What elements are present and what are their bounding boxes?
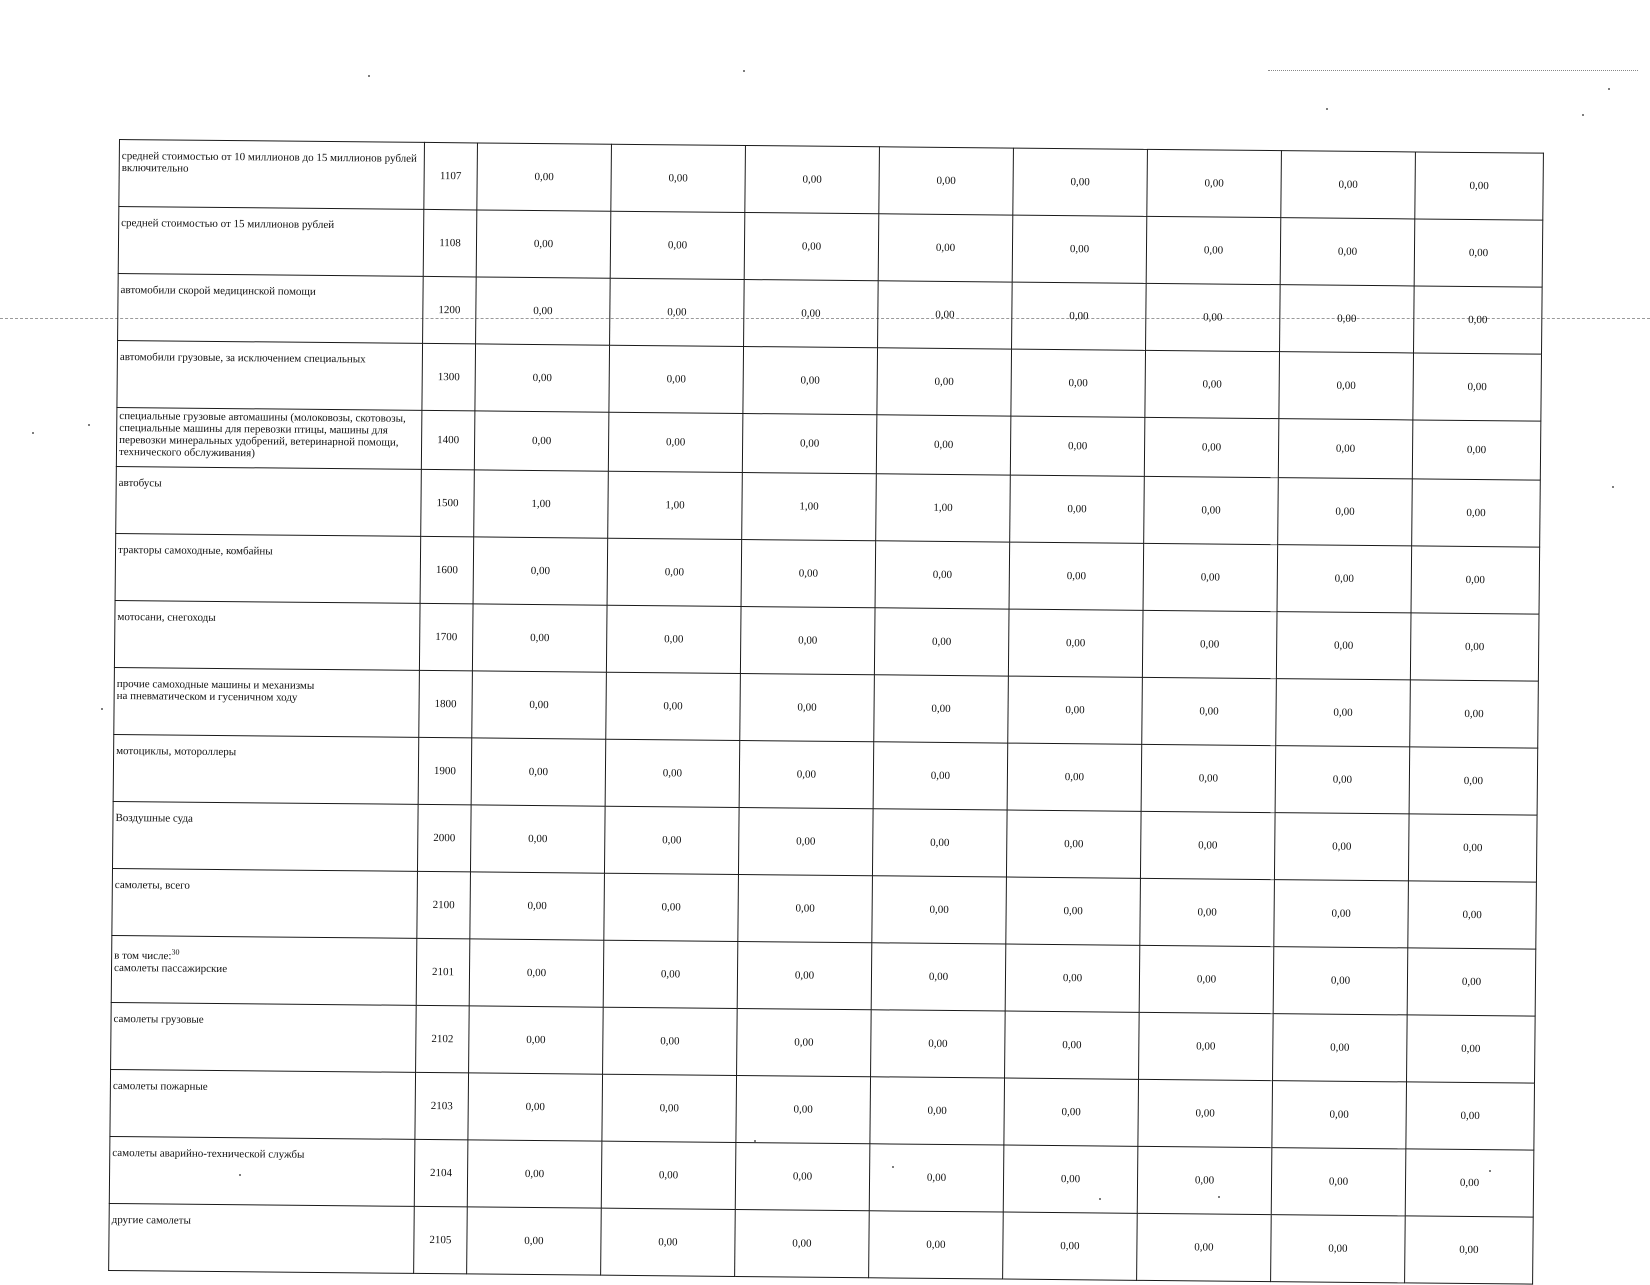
value-cell: 0,00 xyxy=(869,1211,1004,1279)
row-label xyxy=(111,935,417,1005)
value-cell: 0,00 xyxy=(1003,1212,1138,1280)
value-cell: 0,00 xyxy=(871,943,1006,1011)
row-label-line: самолеты пассажирские xyxy=(113,961,228,975)
value-cell: 0,00 xyxy=(870,1077,1005,1145)
value-cell: 0,00 xyxy=(1012,282,1147,350)
row-label: прочие самоходные машины и механизмы на пневматическом и гусеничном ходу xyxy=(114,667,420,737)
row-label: мотоциклы, мотороллеры xyxy=(113,734,419,804)
value-cell: 0,00 xyxy=(737,941,872,1009)
value-cell: 0,00 xyxy=(873,742,1008,810)
value-cell: 0,00 xyxy=(744,213,879,281)
value-cell: 0,00 xyxy=(1405,1216,1534,1284)
row-label: автомобили грузовые, за исключением специальных xyxy=(117,340,423,410)
row-label: Воздушные суда xyxy=(112,801,418,871)
value-cell: 0,00 xyxy=(744,280,879,348)
value-cell: 0,00 xyxy=(874,608,1009,676)
value-cell: 0,00 xyxy=(474,411,609,471)
value-cell: 0,00 xyxy=(1005,944,1140,1012)
value-cell: 0,00 xyxy=(745,146,880,214)
value-cell: 0,00 xyxy=(475,344,610,412)
scan-speck xyxy=(239,1174,241,1176)
value-cell: 0,00 xyxy=(1272,1081,1407,1149)
row-code: 1900 xyxy=(418,737,472,805)
row-label: средней стоимостью от 10 миллионов до 15 миллионов рублей включительно xyxy=(119,140,425,210)
value-cell: 0,00 xyxy=(1280,218,1415,286)
value-cell: 0,00 xyxy=(471,738,606,806)
value-cell: 0,00 xyxy=(876,415,1011,475)
value-cell: 0,00 xyxy=(1146,283,1281,351)
value-cell: 0,00 xyxy=(1277,545,1412,613)
value-cell: 0,00 xyxy=(741,539,876,607)
value-cell: 0,00 xyxy=(611,144,746,212)
scan-speck xyxy=(1218,1196,1220,1198)
value-cell: 0,00 xyxy=(602,1074,737,1142)
value-cell: 0,00 xyxy=(736,1075,871,1143)
row-code: 2102 xyxy=(416,1005,470,1073)
value-cell: 0,00 xyxy=(1139,1012,1274,1080)
vehicle-table xyxy=(108,139,1544,1285)
table-row xyxy=(109,1203,1534,1284)
value-cell: 0,00 xyxy=(1006,877,1141,945)
row-code: 1700 xyxy=(419,603,473,671)
value-cell: 0,00 xyxy=(1275,746,1410,814)
row-code: 2104 xyxy=(414,1139,468,1207)
scan-speck xyxy=(88,424,90,426)
value-cell: 0,00 xyxy=(739,740,874,808)
scan-speck xyxy=(1612,486,1614,488)
value-cell: 0,00 xyxy=(1412,479,1541,547)
value-cell: 0,00 xyxy=(1280,285,1415,353)
value-cell: 0,00 xyxy=(470,805,605,873)
value-cell: 0,00 xyxy=(477,143,612,211)
value-cell: 0,00 xyxy=(1411,546,1540,614)
value-cell: 0,00 xyxy=(1142,677,1277,745)
row-code: 2000 xyxy=(417,804,471,872)
value-cell: 0,00 xyxy=(1145,350,1280,418)
row-label: самолеты, всего xyxy=(112,868,418,938)
scan-speck xyxy=(32,432,34,434)
row-code: 2100 xyxy=(417,871,471,939)
value-cell: 0,00 xyxy=(1012,215,1147,283)
value-cell: 0,00 xyxy=(608,412,743,472)
row-code: 2105 xyxy=(414,1206,468,1274)
value-cell: 0,00 xyxy=(604,873,739,941)
value-cell: 0,00 xyxy=(1138,1079,1273,1147)
value-cell: 0,00 xyxy=(1007,743,1142,811)
value-cell: 0,00 xyxy=(1410,613,1539,681)
value-cell: 0,00 xyxy=(1139,945,1274,1013)
value-cell: 0,00 xyxy=(1408,814,1537,882)
value-cell: 0,00 xyxy=(1278,419,1413,479)
value-cell: 0,00 xyxy=(473,537,608,605)
value-cell: 0,00 xyxy=(1147,149,1282,217)
scan-speck xyxy=(743,70,745,72)
value-cell: 0,00 xyxy=(1146,216,1281,284)
footnote-ref: 30 xyxy=(171,947,180,957)
scan-speck xyxy=(1326,108,1328,110)
value-cell: 0,00 xyxy=(476,277,611,345)
value-cell: 0,00 xyxy=(469,1006,604,1074)
value-cell: 1,00 xyxy=(876,474,1011,542)
value-cell: 0,00 xyxy=(468,1073,603,1141)
value-cell: 0,00 xyxy=(607,538,742,606)
value-cell: 0,00 xyxy=(1141,744,1276,812)
value-cell: 0,00 xyxy=(1271,1215,1406,1283)
value-cell: 0,00 xyxy=(472,671,607,739)
value-cell: 0,00 xyxy=(738,874,873,942)
value-cell: 0,00 xyxy=(874,675,1009,743)
value-cell: 1,00 xyxy=(742,472,877,540)
value-cell: 0,00 xyxy=(1003,1145,1138,1213)
value-cell: 0,00 xyxy=(467,1140,602,1208)
value-cell: 0,00 xyxy=(1405,1149,1534,1217)
value-cell: 0,00 xyxy=(742,414,877,474)
value-cell: 0,00 xyxy=(1278,478,1413,546)
value-cell: 0,00 xyxy=(872,809,1007,877)
value-cell: 0,00 xyxy=(735,1209,870,1277)
row-code: 1107 xyxy=(424,142,478,210)
value-cell: 0,00 xyxy=(738,807,873,875)
value-cell: 0,00 xyxy=(1010,416,1145,476)
row-label: средней стоимостью от 15 миллионов рублей xyxy=(118,207,424,277)
value-cell: 0,00 xyxy=(1281,151,1416,219)
value-cell: 0,00 xyxy=(735,1142,870,1210)
value-cell: 0,00 xyxy=(878,214,1013,282)
value-cell: 0,00 xyxy=(1144,417,1279,477)
value-cell: 0,00 xyxy=(1412,420,1541,480)
row-label: тракторы самоходные, комбайны xyxy=(115,533,421,603)
value-cell: 0,00 xyxy=(605,739,740,807)
scan-speck xyxy=(1489,1170,1491,1172)
value-cell: 0,00 xyxy=(467,1207,602,1275)
value-cell: 0,00 xyxy=(609,345,744,413)
row-label-line: в том числе: xyxy=(114,949,172,963)
row-code: 1300 xyxy=(422,343,476,411)
value-cell: 0,00 xyxy=(1279,352,1414,420)
row-label: самолеты грузовые xyxy=(111,1002,417,1072)
value-cell: 0,00 xyxy=(1006,810,1141,878)
value-cell: 0,00 xyxy=(1008,609,1143,677)
value-cell: 0,00 xyxy=(472,604,607,672)
value-cell: 0,00 xyxy=(1140,878,1275,946)
value-cell: 0,00 xyxy=(1407,1015,1536,1083)
value-cell: 0,00 xyxy=(1410,680,1539,748)
row-label: самолеты аварийно-технической службы xyxy=(109,1136,415,1206)
value-cell: 0,00 xyxy=(604,806,739,874)
value-cell: 0,00 xyxy=(1273,1014,1408,1082)
scan-speck xyxy=(101,708,103,710)
row-code: 2103 xyxy=(415,1072,469,1140)
value-cell: 0,00 xyxy=(610,211,745,279)
value-cell: 0,00 xyxy=(1407,948,1536,1016)
value-cell: 0,00 xyxy=(879,147,1014,215)
value-cell: 0,00 xyxy=(872,876,1007,944)
row-label: мотосани, снегоходы xyxy=(114,600,420,670)
value-cell: 1,00 xyxy=(474,470,609,538)
scan-artifact-line xyxy=(1268,70,1638,71)
value-cell: 0,00 xyxy=(1137,1146,1272,1214)
value-cell: 0,00 xyxy=(1276,612,1411,680)
row-label: самолеты пожарные xyxy=(110,1069,416,1139)
value-cell: 0,00 xyxy=(869,1144,1004,1212)
value-cell: 0,00 xyxy=(1004,1078,1139,1146)
table-container xyxy=(108,139,1543,1285)
scan-speck xyxy=(754,1140,756,1142)
value-cell: 0,00 xyxy=(1008,676,1143,744)
value-cell: 0,00 xyxy=(1276,679,1411,747)
value-cell: 0,00 xyxy=(1010,475,1145,543)
value-cell: 0,00 xyxy=(1137,1213,1272,1281)
value-cell: 0,00 xyxy=(878,281,1013,349)
value-cell: 0,00 xyxy=(1414,219,1543,287)
row-code: 1500 xyxy=(421,469,475,537)
value-cell: 0,00 xyxy=(1140,811,1275,879)
value-cell: 0,00 xyxy=(1415,152,1544,220)
value-cell: 0,00 xyxy=(877,348,1012,416)
value-cell: 0,00 xyxy=(610,278,745,346)
value-cell: 0,00 xyxy=(469,939,604,1007)
value-cell: 0,00 xyxy=(1009,542,1144,610)
value-cell: 0,00 xyxy=(603,940,738,1008)
value-cell: 0,00 xyxy=(1414,286,1543,354)
row-label: автобусы xyxy=(116,466,422,536)
value-cell: 0,00 xyxy=(737,1008,872,1076)
scan-speck xyxy=(1099,1198,1101,1200)
value-cell: 0,00 xyxy=(1144,476,1279,544)
row-label: автомобили скорой медицинской помощи xyxy=(118,273,424,343)
value-cell: 0,00 xyxy=(1413,353,1542,421)
row-code: 1400 xyxy=(421,410,475,470)
value-cell: 0,00 xyxy=(1273,947,1408,1015)
row-code: 1108 xyxy=(423,209,477,277)
scan-speck xyxy=(1582,114,1584,116)
table-body xyxy=(109,140,1544,1285)
value-cell: 0,00 xyxy=(875,541,1010,609)
scan-speck xyxy=(892,1166,894,1168)
value-cell: 0,00 xyxy=(1142,610,1277,678)
value-cell: 0,00 xyxy=(601,1208,736,1276)
scan-speck xyxy=(1608,88,1610,90)
value-cell: 0,00 xyxy=(1013,148,1148,216)
value-cell: 0,00 xyxy=(871,1010,1006,1078)
value-cell: 0,00 xyxy=(606,605,741,673)
value-cell: 0,00 xyxy=(740,606,875,674)
value-cell: 0,00 xyxy=(1409,747,1538,815)
value-cell: 0,00 xyxy=(743,347,878,415)
value-cell: 0,00 xyxy=(603,1007,738,1075)
row-code: 1600 xyxy=(420,536,474,604)
row-label: специальные грузовые автомашины (молоковозы, скотовозы, специальные машины для перевозки птицы, машины для перевозки минеральных удобрений, ветеринарной помощи, технического обслуживания) xyxy=(116,407,422,469)
row-code: 2101 xyxy=(416,938,470,1006)
value-cell: 0,00 xyxy=(1271,1148,1406,1216)
value-cell: 0,00 xyxy=(1005,1011,1140,1079)
value-cell: 1,00 xyxy=(608,471,743,539)
value-cell: 0,00 xyxy=(1143,543,1278,611)
value-cell: 0,00 xyxy=(470,872,605,940)
row-code: 1200 xyxy=(423,276,477,344)
value-cell: 0,00 xyxy=(740,673,875,741)
value-cell: 0,00 xyxy=(1408,881,1537,949)
value-cell: 0,00 xyxy=(1274,880,1409,948)
scan-speck xyxy=(368,75,370,77)
row-label: другие самолеты xyxy=(109,1203,415,1273)
value-cell: 0,00 xyxy=(606,672,741,740)
row-code: 1800 xyxy=(419,670,473,738)
value-cell: 0,00 xyxy=(601,1141,736,1209)
value-cell: 0,00 xyxy=(1274,813,1409,881)
value-cell: 0,00 xyxy=(1406,1082,1535,1150)
value-cell: 0,00 xyxy=(476,210,611,278)
value-cell: 0,00 xyxy=(1011,349,1146,417)
